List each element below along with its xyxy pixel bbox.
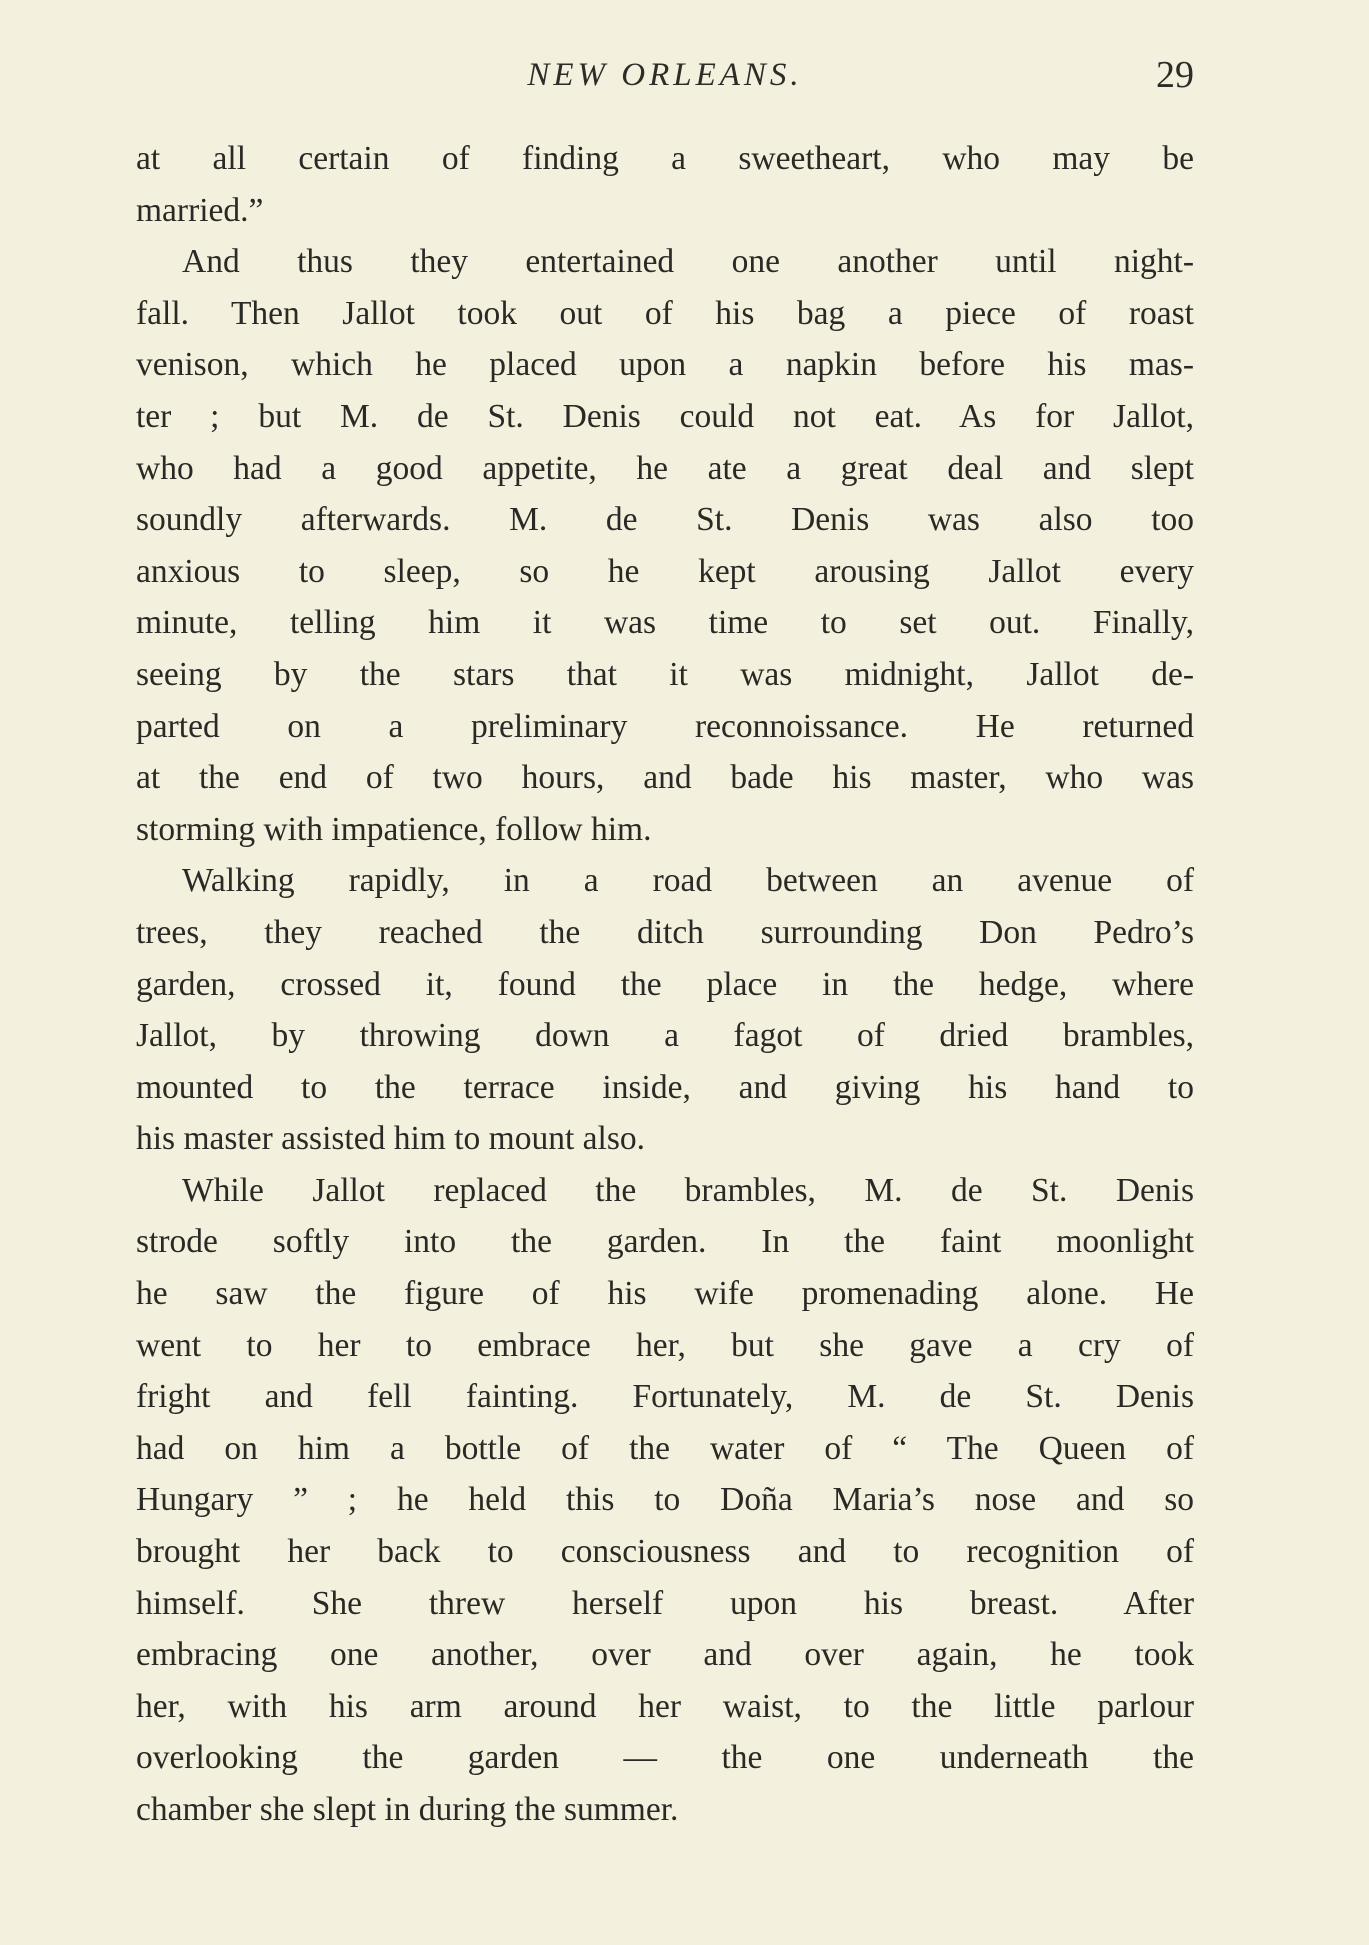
text-line: Hungary ” ; he held this to Doña Maria’s nose and so bbox=[136, 1481, 1194, 1519]
text-line: anxious to sleep, so he kept arousing Jallot every bbox=[136, 552, 1194, 590]
text-line: garden, crossed it, found the place in the hedge, where bbox=[136, 965, 1194, 1003]
text-line: ter ; but M. de St. Denis could not eat. As for Jallot, bbox=[136, 397, 1194, 435]
text-line: at all certain of finding a sweetheart, who may be bbox=[136, 140, 1194, 177]
text-line: trees, they reached the ditch surrounding Don Pedro’s bbox=[136, 913, 1194, 951]
text-line: While Jallot replaced the brambles, M. de St. Denis bbox=[182, 1171, 1194, 1209]
text-line: who had a good appetite, he ate a great deal and slept bbox=[136, 449, 1194, 487]
text-line: had on him a bottle of the water of “ The Queen of bbox=[136, 1429, 1194, 1467]
text-line: married.” bbox=[136, 191, 264, 229]
text-line: brought her back to consciousness and to recognition of bbox=[136, 1533, 1194, 1571]
text-line: fright and fell fainting. Fortunately, M. de St. Denis bbox=[136, 1378, 1194, 1416]
text-line: storming with impatience, follow him. bbox=[136, 810, 652, 848]
running-title: NEW ORLEANS. bbox=[527, 57, 803, 93]
body-text bbox=[136, 133, 1194, 1836]
text-line: strode softly into the garden. In the faint moonlight bbox=[136, 1223, 1194, 1261]
text-line: minute, telling him it was time to set out. Finally, bbox=[136, 604, 1194, 642]
running-head bbox=[136, 50, 1194, 100]
text-line: Walking rapidly, in a road between an avenue of bbox=[182, 862, 1194, 900]
text-line: soundly afterwards. M. de St. Denis was also too bbox=[136, 501, 1194, 539]
text-line: his master assisted him to mount also. bbox=[136, 1120, 645, 1158]
text-line: parted on a preliminary reconnoissance. He returned bbox=[136, 707, 1194, 745]
text-line: Jallot, by throwing down a fagot of dried brambles, bbox=[136, 1017, 1194, 1055]
text-line: overlooking the garden — the one underneath the bbox=[136, 1739, 1194, 1777]
text-line: mounted to the terrace inside, and giving his hand to bbox=[136, 1068, 1194, 1106]
page-number: 29 bbox=[1156, 54, 1194, 96]
text-line: fall. Then Jallot took out of his bag a piece of roast bbox=[136, 294, 1194, 332]
text-line: And thus they entertained one another until night- bbox=[182, 243, 1194, 281]
text-line: embracing one another, over and over again, he took bbox=[136, 1636, 1194, 1674]
text-line: himself. She threw herself upon his breast. After bbox=[136, 1584, 1194, 1622]
text-line: at the end of two hours, and bade his master, who was bbox=[136, 759, 1194, 797]
text-line: went to her to embrace her, but she gave a cry of bbox=[136, 1326, 1194, 1364]
text-line: chamber she slept in during the summer. bbox=[136, 1791, 679, 1828]
text-line: he saw the figure of his wife promenading alone. He bbox=[136, 1275, 1194, 1313]
text-line: her, with his arm around her waist, to the little parlour bbox=[136, 1687, 1194, 1725]
text-line: seeing by the stars that it was midnight, Jallot de- bbox=[136, 655, 1194, 693]
text-line: venison, which he placed upon a napkin before his mas- bbox=[136, 346, 1194, 384]
